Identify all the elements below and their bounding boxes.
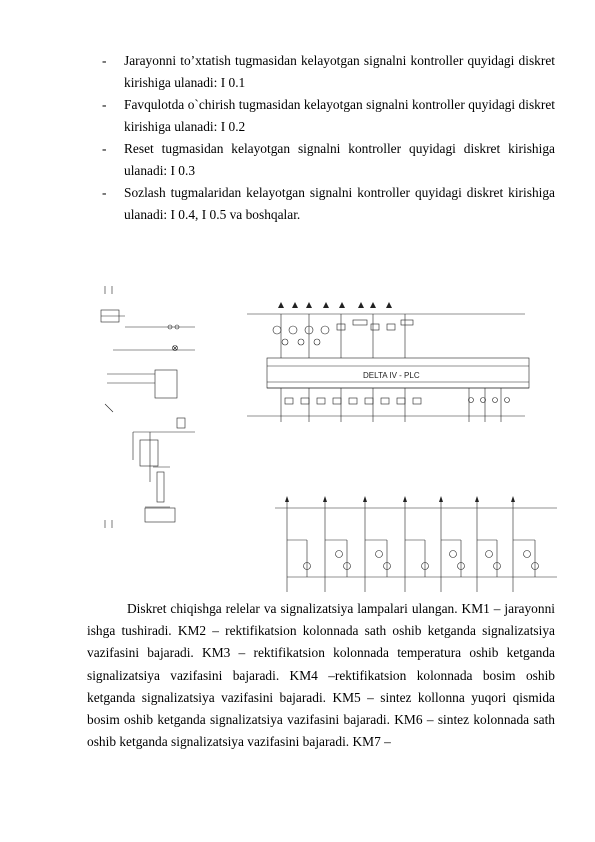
bullet-text: Sozlash tugmalaridan kelayotgan signalni kontroller quyidagi diskret kirishiga ulanadi: I 0.4, I 0.5 va boshqalar. bbox=[124, 185, 555, 222]
bullet-item bbox=[100, 182, 555, 226]
bullet-marker: - bbox=[102, 97, 107, 112]
bullet-list bbox=[100, 50, 555, 226]
bullet-text: Favqulotda o`chirish tugmasidan kelayotgan signalni kontroller quyidagi diskret kirishiga ulanadi: I 0.2 bbox=[124, 97, 555, 134]
bullet-item bbox=[100, 94, 555, 138]
bullet-marker: - bbox=[102, 185, 107, 200]
wiring-diagram bbox=[95, 282, 560, 592]
bullet-text: Jarayonni to’xtatish tugmasidan kelayotgan signalni kontroller quyidagi diskret kirishiga ulanadi: I 0.1 bbox=[124, 53, 555, 90]
bullet-marker: - bbox=[102, 141, 107, 156]
bullet-item bbox=[100, 138, 555, 182]
controller-label: DELTA IV - PLC bbox=[363, 371, 420, 380]
wiring-diagram-svg bbox=[95, 282, 560, 592]
bullet-item bbox=[100, 50, 555, 94]
bullet-marker: - bbox=[102, 53, 107, 68]
body-paragraph: Diskret chiqishga relelar va signalizatsiya lampalari ulangan. KM1 – jarayonni ishga tushiradi. KM2 – rektifikatsion kolonnada sath oshib ketganda signalizatsiya vazifasini bajaradi. KM3 – rektifikatsion kolonnada temperatura oshib ketganda signalizatsiya vazifasini bajaradi. KM4 –rektifikatsion kolonnada bosim oshib ketganda signalizatsiya vazifasini bajaradi. KM5 – sintez kollonna yuqori qismida bosim oshib ketganda signalizatsiya vazifasini bajaradi. KM6 – sintez kolonnada sath oshib ketganda signalizatsiya vazifasini bajaradi. KM7 – bbox=[87, 601, 555, 750]
bullet-text: Reset tugmasidan kelayotgan signalni kontroller quyidagi diskret kirishiga ulanadi: I 0.3 bbox=[124, 141, 555, 178]
